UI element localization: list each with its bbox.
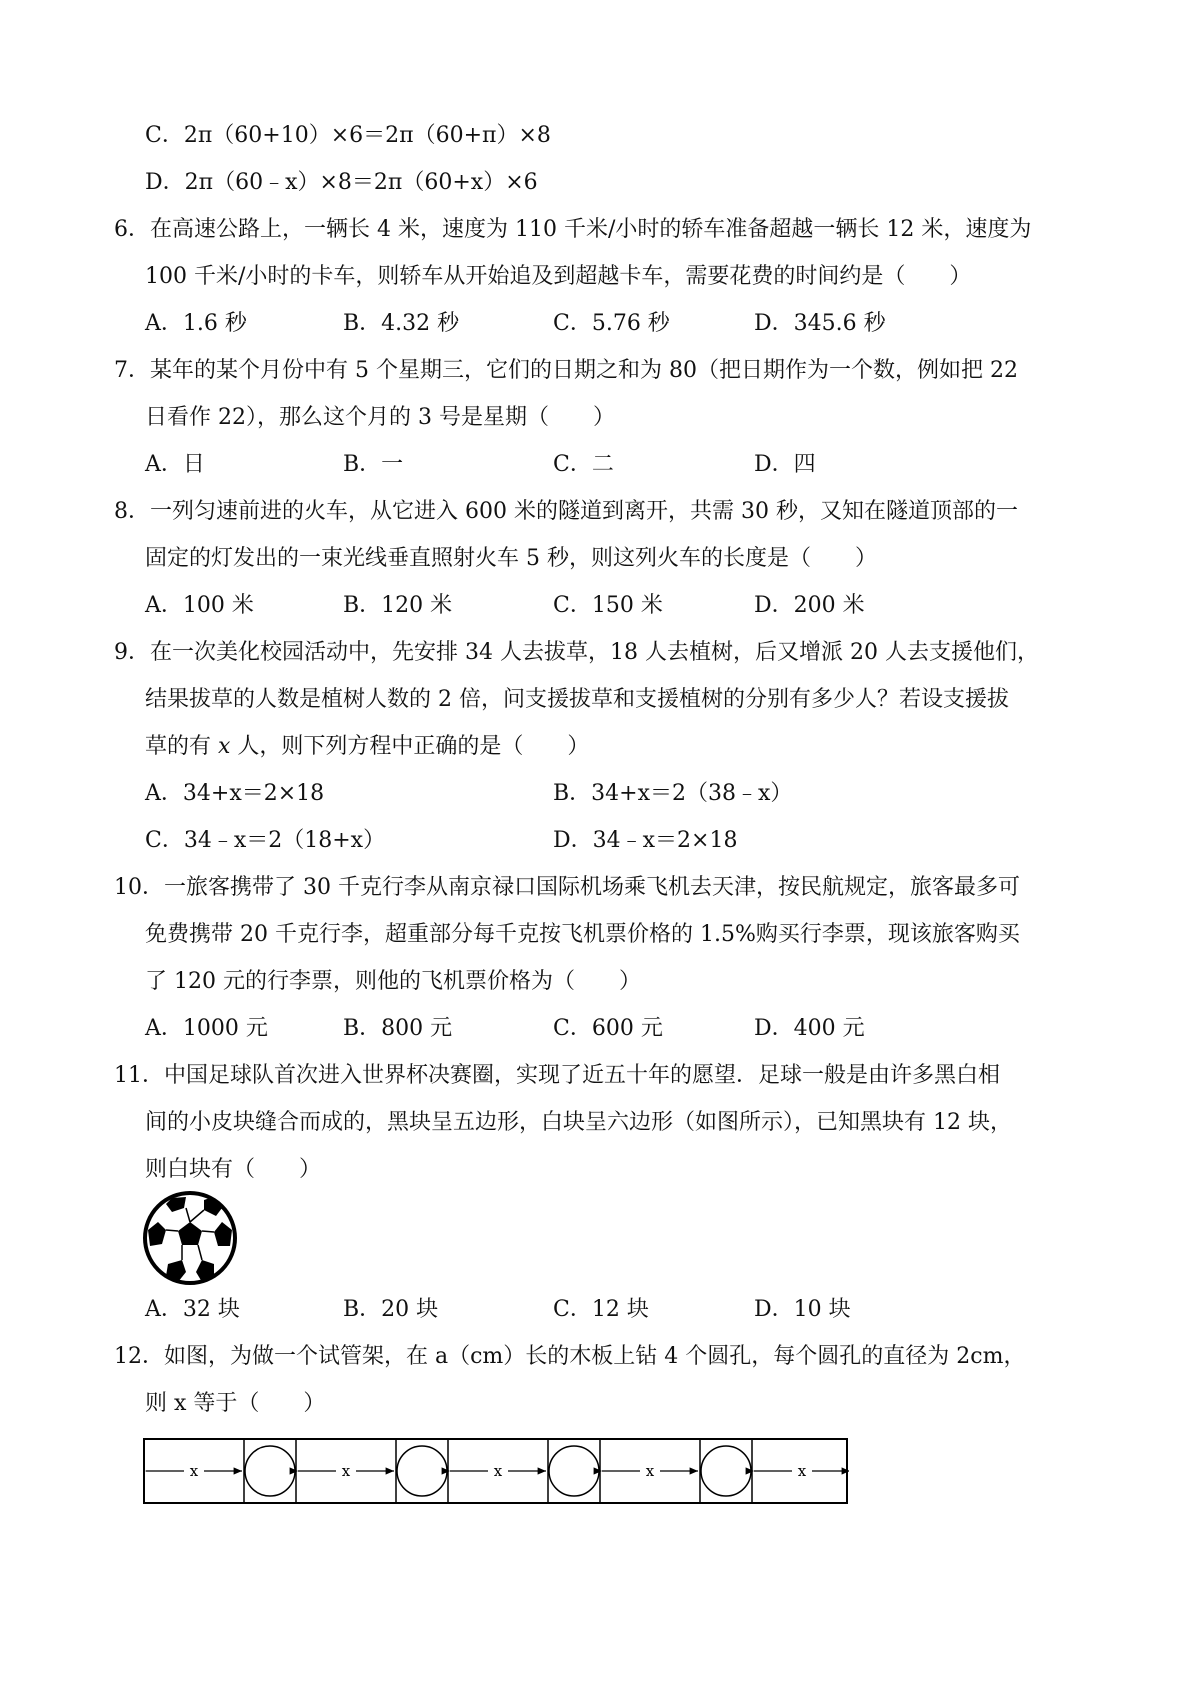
spacing-label-x: x — [493, 1462, 503, 1480]
q5-option-d: D．2π（60﹣x）×8＝2π（60+x）×6 — [145, 170, 538, 195]
hole-circle — [549, 1446, 599, 1496]
q9-stem-line3: 草的有 x 人，则下列方程中正确的是（ ） — [145, 734, 590, 759]
q9-stem-line1: 9．在一次美化校园活动中，先安排 34 人去拔草，18 人去植树，后又增派 20 人去支援他们， — [114, 640, 1039, 665]
q7-stem-line2: 日看作 22），那么这个月的 3 号是星期（ ） — [145, 405, 615, 430]
q5-option-c: C．2π（60+10）×6＝2π（60+π）×8 — [145, 123, 551, 148]
q7-stem-line1: 7．某年的某个月份中有 5 个星期三，它们的日期之和为 80（把日期作为一个数，例如把 22 — [114, 358, 1018, 383]
q8-option-b: B．120 米 — [343, 593, 453, 618]
hole-circle — [245, 1446, 295, 1496]
q11-option-b: B．20 块 — [343, 1297, 439, 1322]
q6-option-d: D．345.6 秒 — [754, 311, 886, 336]
q11-option-d: D．10 块 — [754, 1297, 851, 1322]
spacing-label-x: x — [797, 1462, 807, 1480]
q6-option-a: A．1.6 秒 — [145, 311, 247, 336]
q8-option-c: C．150 米 — [553, 593, 663, 618]
q9-option-b: B．34+x＝2（38﹣x） — [553, 781, 793, 806]
q6-stem-line2: 100 千米/小时的卡车，则轿车从开始追及到超越卡车，需要花费的时间约是（ ） — [145, 264, 972, 289]
q6-option-c: C．5.76 秒 — [553, 311, 670, 336]
q10-option-a: A．1000 元 — [145, 1016, 268, 1041]
spacing-label-x: x — [189, 1462, 199, 1480]
q10-stem-line2: 免费携带 20 千克行李，超重部分每千克按飞机票价格的 1.5%购买行李票，现该旅客购买 — [145, 922, 1020, 947]
q12-stem-line1: 12．如图，为做一个试管架，在 a（cm）长的木板上钻 4 个圆孔，每个圆孔的直径为 2cm， — [114, 1344, 1026, 1369]
q11-stem-line3: 则白块有（ ） — [145, 1157, 322, 1182]
q8-option-d: D．200 米 — [754, 593, 865, 618]
q9-option-d: D．34﹣x＝2×18 — [553, 828, 738, 853]
spacing-label-x: x — [645, 1462, 655, 1480]
q10-option-b: B．800 元 — [343, 1016, 453, 1041]
q7-option-a: A．日 — [145, 452, 205, 477]
q11-stem-line1: 11．中国足球队首次进入世界杯决赛圈，实现了近五十年的愿望．足球一般是由许多黑白相 — [114, 1063, 1000, 1088]
q10-stem-line1: 10．一旅客携带了 30 千克行李从南京禄口国际机场乘飞机去天津，按民航规定，旅客最多可 — [114, 875, 1020, 900]
soccer-ball-figure — [142, 1190, 238, 1286]
q11-option-c: C．12 块 — [553, 1297, 649, 1322]
q9-option-a: A．34+x＝2×18 — [145, 781, 325, 806]
q7-option-d: D．四 — [754, 452, 816, 477]
q9-option-c: C．34﹣x＝2（18+x） — [145, 828, 386, 853]
q6-stem-line1: 6．在高速公路上，一辆长 4 米，速度为 110 千米/小时的轿车准备超越一辆长 12 米，速度为 — [114, 217, 1032, 242]
q11-option-a: A．32 块 — [145, 1297, 240, 1322]
q10-stem-line3: 了 120 元的行李票，则他的飞机票价格为（ ） — [145, 969, 641, 994]
q12-stem-line2: 则 x 等于（ ） — [145, 1391, 326, 1416]
test-tube-rack-figure — [143, 1437, 849, 1507]
q8-stem-line1: 8．一列匀速前进的火车，从它进入 600 米的隧道到离开，共需 30 秒，又知在隧道顶部的一 — [114, 499, 1018, 524]
q9-stem-line2: 结果拔草的人数是植树人数的 2 倍，问支援拔草和支援植树的分别有多少人？若设支援拔 — [145, 687, 1009, 712]
spacing-label-x: x — [341, 1462, 351, 1480]
q10-option-d: D．400 元 — [754, 1016, 865, 1041]
q11-stem-line2: 间的小皮块缝合而成的，黑块呈五边形，白块呈六边形（如图所示），已知黑块有 12 块， — [145, 1110, 1012, 1135]
q7-option-b: B．一 — [343, 452, 404, 477]
hole-circle — [397, 1446, 447, 1496]
q6-option-b: B．4.32 秒 — [343, 311, 460, 336]
q10-option-c: C．600 元 — [553, 1016, 663, 1041]
hole-circle — [701, 1446, 751, 1496]
q7-option-c: C．二 — [553, 452, 614, 477]
q8-stem-line2: 固定的灯发出的一束光线垂直照射火车 5 秒，则这列火车的长度是（ ） — [145, 546, 877, 571]
q8-option-a: A．100 米 — [145, 593, 254, 618]
